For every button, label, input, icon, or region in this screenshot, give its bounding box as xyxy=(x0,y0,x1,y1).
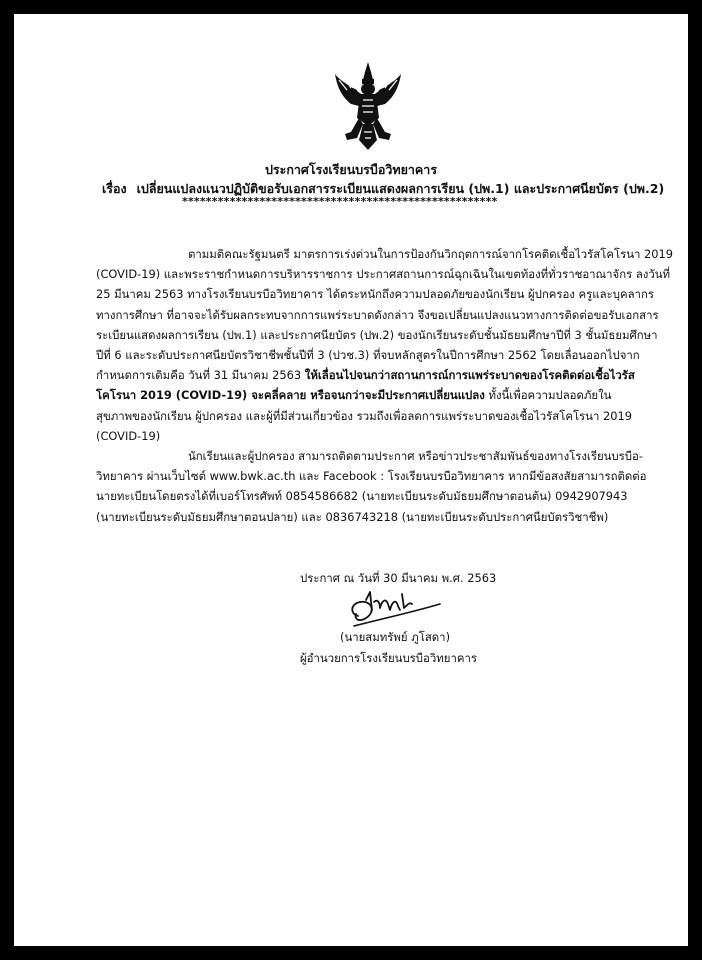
separator-stars: ***************************************************** xyxy=(182,195,498,208)
body-text-bold: ให้เลื่อนไปจนกว่าสถานการณ์การแพร่ระบาดของโรคติดต่อเชื้อไวรัส xyxy=(304,368,635,383)
body-line: ปีที่ 6 และระดับประกาศนียบัตรวิชาชีพชั้นปีที่ 3 (ปวช.3) ที่จบหลักสูตรในปีการศึกษา 2562 โดยเลื่อนออกไปจาก xyxy=(96,348,640,363)
announcement-title: ประกาศโรงเรียนบรบือวิทยาคาร xyxy=(264,162,438,177)
body-line: นายทะเบียนโดยตรงได้ที่เบอร์โทรศัพท์ 0854586682 (นายทะเบียนระดับมัธยมศึกษาตอนต้น) 0942907943 xyxy=(96,489,628,504)
body-line: (นายทะเบียนระดับมัธยมศึกษาตอนปลาย) และ 0836743218 (นายทะเบียนระดับประกาศนียบัตรวิชาชีพ) xyxy=(96,509,609,524)
body-line: สุขภาพของนักเรียน ผู้ปกครอง และผู้ที่มีส่วนเกี่ยวข้อง รวมถึงเพื่อลดการแพร่ระบาดของเชื้อไวรัสโคโรนา 2019 xyxy=(96,408,632,423)
document-page xyxy=(14,14,688,946)
body-line: (COVID-19) และพระราชกำหนดการบริหารราชการ ประกาศสถานการณ์ฉุกเฉินในเขตท้องที่ทั่วราชอาณาจักร ลงวันที่ xyxy=(96,267,671,282)
body-line: ตามมติคณะรัฐมนตรี มาตรการเร่งด่วนในการป้องกันวิกฤตการณ์จากโรคติดเชื้อไวรัสโคโรนา 2019 xyxy=(188,247,674,261)
subject-label: เรื่อง xyxy=(102,181,127,196)
signature-date: ประกาศ ณ วันที่ 30 มีนาคม พ.ศ. 2563 xyxy=(300,571,497,585)
body-line: (COVID-19) xyxy=(96,428,161,443)
body-line: ทางการศึกษา ที่อาจจะได้รับผลกระทบจากการแพร่ระบาดดังกล่าว จึงขอเปลี่ยนแปลงแนวทางการติดต่อขอรับเอกสาร xyxy=(96,307,659,322)
body-text-bold: โคโรนา 2019 (COVID-19) จะคลี่คลาย หรือจนกว่าจะมีประกาศเปลี่ยนแปลง xyxy=(96,388,485,403)
body-line: นักเรียนและผู้ปกครอง สามารถติดตามประกาศ หรือข่าวประชาสัมพันธ์ของทางโรงเรียนบรบือ- xyxy=(188,449,643,464)
handwritten-signature-icon xyxy=(346,580,446,632)
announcement-body xyxy=(96,244,674,527)
body-line: ระเบียนแสดงผลการเรียน (ปพ.1) และประกาศนียบัตร (ปพ.2) ของนักเรียนระดับชั้นมัธยมศึกษาปีที่ 3 ชั้นมัธยมศึกษา xyxy=(96,327,658,342)
body-text-normal: ทั้งนี้เพื่อความปลอดภัยใน xyxy=(484,388,612,403)
body-line: 25 มีนาคม 2563 ทางโรงเรียนบรบือวิทยาคาร ได้ตระหนักถึงความปลอดภัยของนักเรียน ผู้ปกครอง ครูและบุคลากร xyxy=(96,287,654,302)
body-line: วิทยาคาร ผ่านเว็บไซต์ www.bwk.ac.th และ Facebook : โรงเรียนบรบือวิทยาคาร หากมีข้อสงสัยสามารถติดต่อ xyxy=(96,469,647,484)
body-text-normal: กำหนดการเดิมคือ วันที่ 31 มีนาคม 2563 xyxy=(96,368,305,383)
subject-text: เปลี่ยนแปลงแนวปฏิบัติขอรับเอกสารระเบียนแสดงผลการเรียน (ปพ.1) และประกาศนียบัตร (ปพ.2) xyxy=(136,181,665,196)
body-line xyxy=(96,385,662,405)
signatory-position: ผู้อำนวยการโรงเรียนบรบือวิทยาคาร xyxy=(300,651,477,665)
garuda-emblem-icon xyxy=(333,60,403,152)
body-line xyxy=(96,365,662,385)
signatory-name: (นายสมทรัพย์ ภูโสดา) xyxy=(340,630,451,644)
